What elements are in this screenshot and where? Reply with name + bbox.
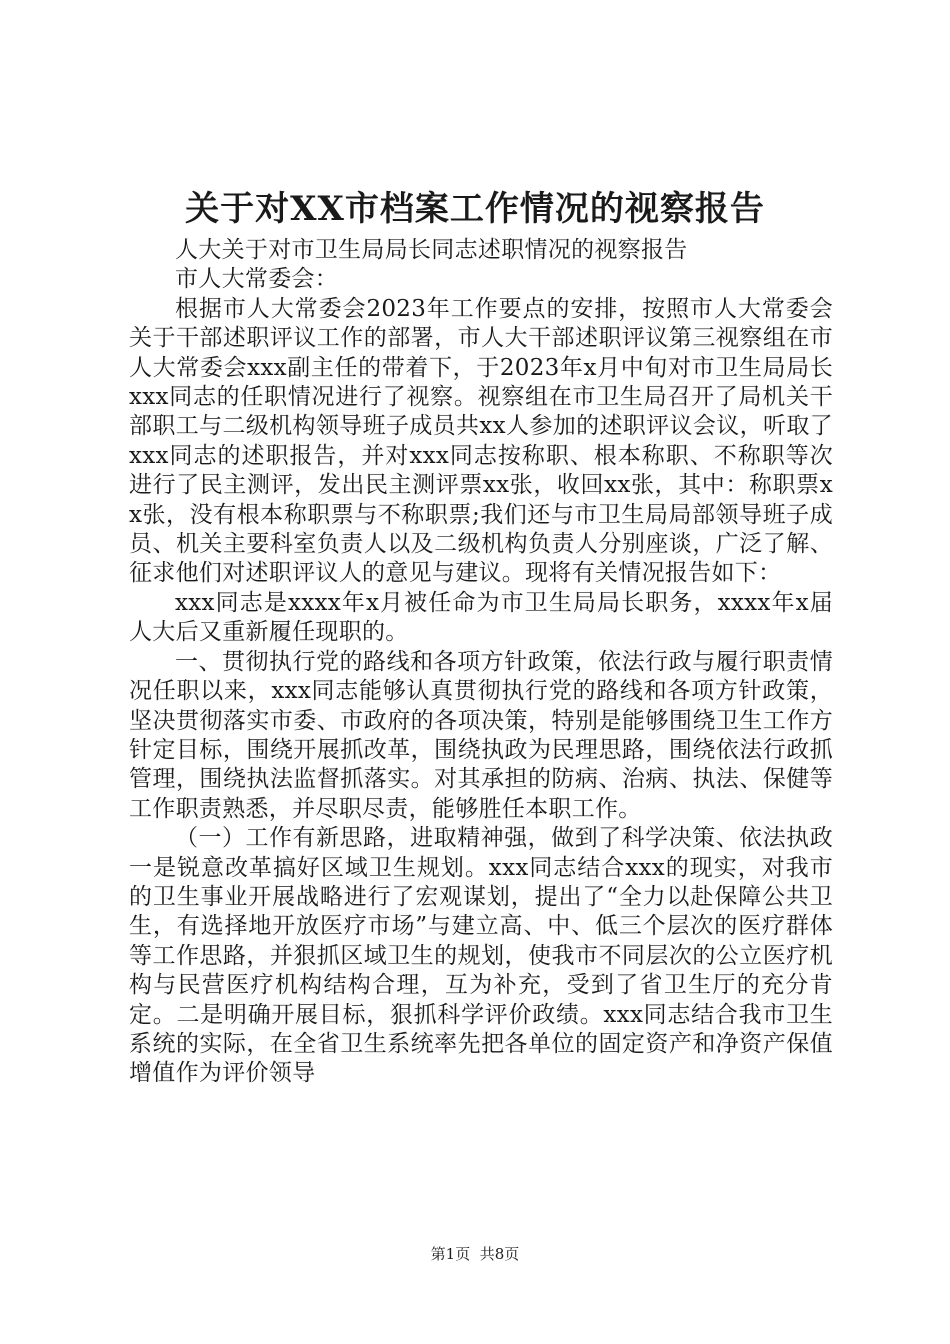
page-footer <box>0 1244 950 1264</box>
document-body <box>129 236 833 1089</box>
page-number: 第1页 <box>430 1245 471 1263</box>
paragraph: （一）工作有新思路，进取精神强，做到了科学决策、依法执政一是锐意改革搞好区域卫生规划。xxx同志结合xxx的现实，对我市的卫生事业开展战略进行了宏观谋划，提出了“全力以赴保障公共卫生，有选择地开放医疗市场”与建立高、中、低三个层次的医疗群体等工作思路，并狠抓区域卫生的规划，使我市不同层次的公立医疗机构与民营医疗机构结构合理，互为补充，受到了省卫生厅的充分肯定。二是明确开展目标，狠抓科学评价政绩。xxx同志结合我市卫生系统的实际，在全省卫生系统率先把各单位的固定资产和净资产保值增值作为评价领导 <box>129 825 833 1087</box>
document-title: 关于对XX市档案工作情况的视察报告 <box>185 189 765 229</box>
paragraph: 一、贯彻执行党的路线和各项方针政策，依法行政与履行职责情况任职以来，xxx同志能够认真贯彻执行党的路线和各项方针政策，坚决贯彻落实市委、市政府的各项决策，特别是能够围绕卫生工作方针定目标，围绕开展抓改革，围绕执政为民理思路，围绕依法行政抓管理，围绕执法监督抓落实。对其承担的防病、治病、执法、保健等工作职责熟悉，并尽职尽责，能够胜任本职工作。 <box>129 648 833 822</box>
salutation: 市人大常委会： <box>175 266 339 293</box>
paragraph: xxx同志是xxxx年x月被任命为市卫生局局长职务，xxxx年x届人大后又重新履任现职的。 <box>129 589 833 646</box>
subtitle-line: 人大关于对市卫生局局长同志述职情况的视察报告 <box>175 237 688 263</box>
page-total: 共8页 <box>479 1245 520 1263</box>
paragraph: 根据市人大常委会2023年工作要点的安排，按照市人大常委会关于干部述职评议工作的部署，市人大干部述职评议第三视察组在市人大常委会xxx副主任的带着下，于2023年x月中旬对市卫生局局长xxx同志的任职情况进行了视察。视察组在市卫生局召开了局机关干部职工与二级机构领导班子成员共xx人参加的述职评议会议，听取了xxx同志的述职报告，并对xxx同志按称职、根本称职、不称职等次进行了民主测评，发出民主测评票xx张，收回xx张，其中：称职票xx张，没有根本称职票与不称职票;我们还与市卫生局局部领导班子成员、机关主要科室负责人以及二级机构负责人分别座谈，广泛了解、征求他们对述职评议人的意见与建议。现将有关情况报告如下： <box>129 295 833 587</box>
